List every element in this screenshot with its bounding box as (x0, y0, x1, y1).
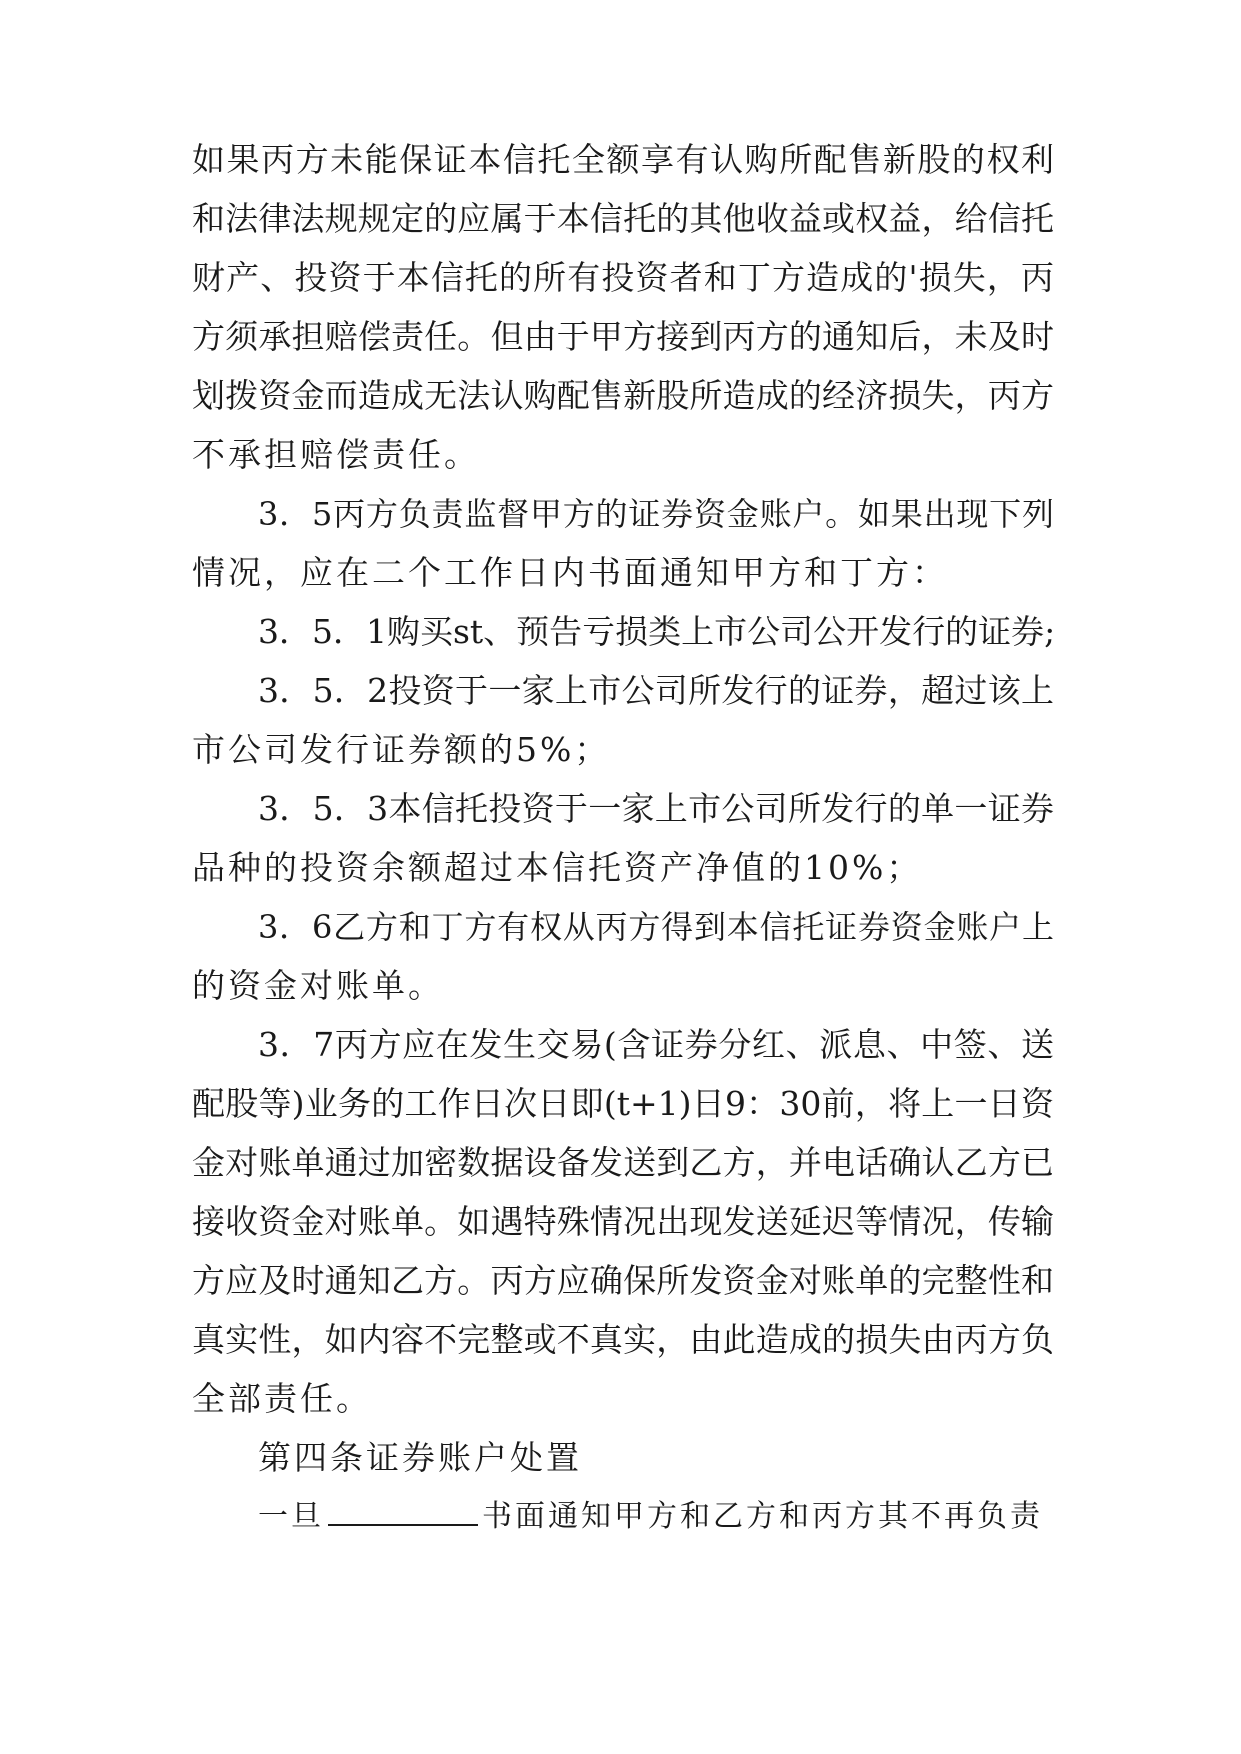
paragraph-line: 品种的投资余额超过本信托资产净值的10%； (192, 848, 923, 887)
last-line (258, 1487, 1054, 1547)
paragraph-line: 划拨资金而造成无法认购配售新股所造成的经济损失，丙方 (192, 376, 1054, 415)
paragraph-line: 方须承担赔偿责任。但由于甲方接到丙方的通知后，未及时 (192, 317, 1054, 356)
clause-3-5-3: 3．5．3本信托投资于一家上市公司所发行的单一证券 (258, 789, 1054, 828)
paragraph-line: 配股等)业务的工作日次日即(t+1)日9：30前，将上一日资 (192, 1084, 1054, 1123)
last-line-prefix: 一旦 (258, 1499, 324, 1534)
paragraph-line: 金对账单通过加密数据设备发送到乙方，并电话确认乙方已 (192, 1143, 1054, 1182)
paragraph-line: 财产、投资于本信托的所有投资者和丁方造成的'损失，丙 (192, 258, 1054, 297)
paragraph-line: 和法律法规规定的应属于本信托的其他收益或权益，给信托 (192, 199, 1054, 238)
paragraph-line: 方应及时通知乙方。丙方应确保所发资金对账单的完整性和 (192, 1261, 1054, 1300)
paragraph-line: 全部责任。 (192, 1379, 372, 1418)
fill-in-blank (328, 1488, 478, 1526)
clause-3-5: 3．5丙方负责监督甲方的证券资金账户。如果出现下列 (258, 495, 1054, 533)
paragraph-line: 市公司发行证券额的5%； (192, 730, 611, 769)
clause-3-5-1: 3．5．1购买st、预告亏损类上市公司公开发行的证券; (258, 612, 1056, 651)
clause-3-7: 3．7丙方应在发生交易(含证券分红、派息、中签、送 (258, 1025, 1054, 1064)
paragraph-line: 接收资金对账单。如遇特殊情况出现发送延迟等情况，传输 (192, 1202, 1054, 1241)
clause-3-6: 3．6乙方和丁方有权从丙方得到本信托证券资金账户上 (258, 908, 1054, 946)
paragraph-line: 不承担赔偿责任。 (192, 435, 480, 474)
article-4-heading: 第四条证券账户处置 (258, 1438, 582, 1477)
paragraph-line: 的资金对账单。 (192, 966, 444, 1005)
clause-3-5-2: 3．5．2投资于一家上市公司所发行的证券，超过该上 (258, 671, 1054, 710)
paragraph-line: 情况，应在二个工作日内书面通知甲方和丁方： (192, 553, 948, 592)
paragraph-line: 真实性，如内容不完整或不真实，由此造成的损失由丙方负 (192, 1320, 1054, 1359)
last-line-suffix: 书面通知甲方和乙方和丙方其不再负责 (482, 1499, 1043, 1534)
paragraph-line: 如果丙方未能保证本信托全额享有认购所配售新股的权利 (192, 140, 1054, 179)
